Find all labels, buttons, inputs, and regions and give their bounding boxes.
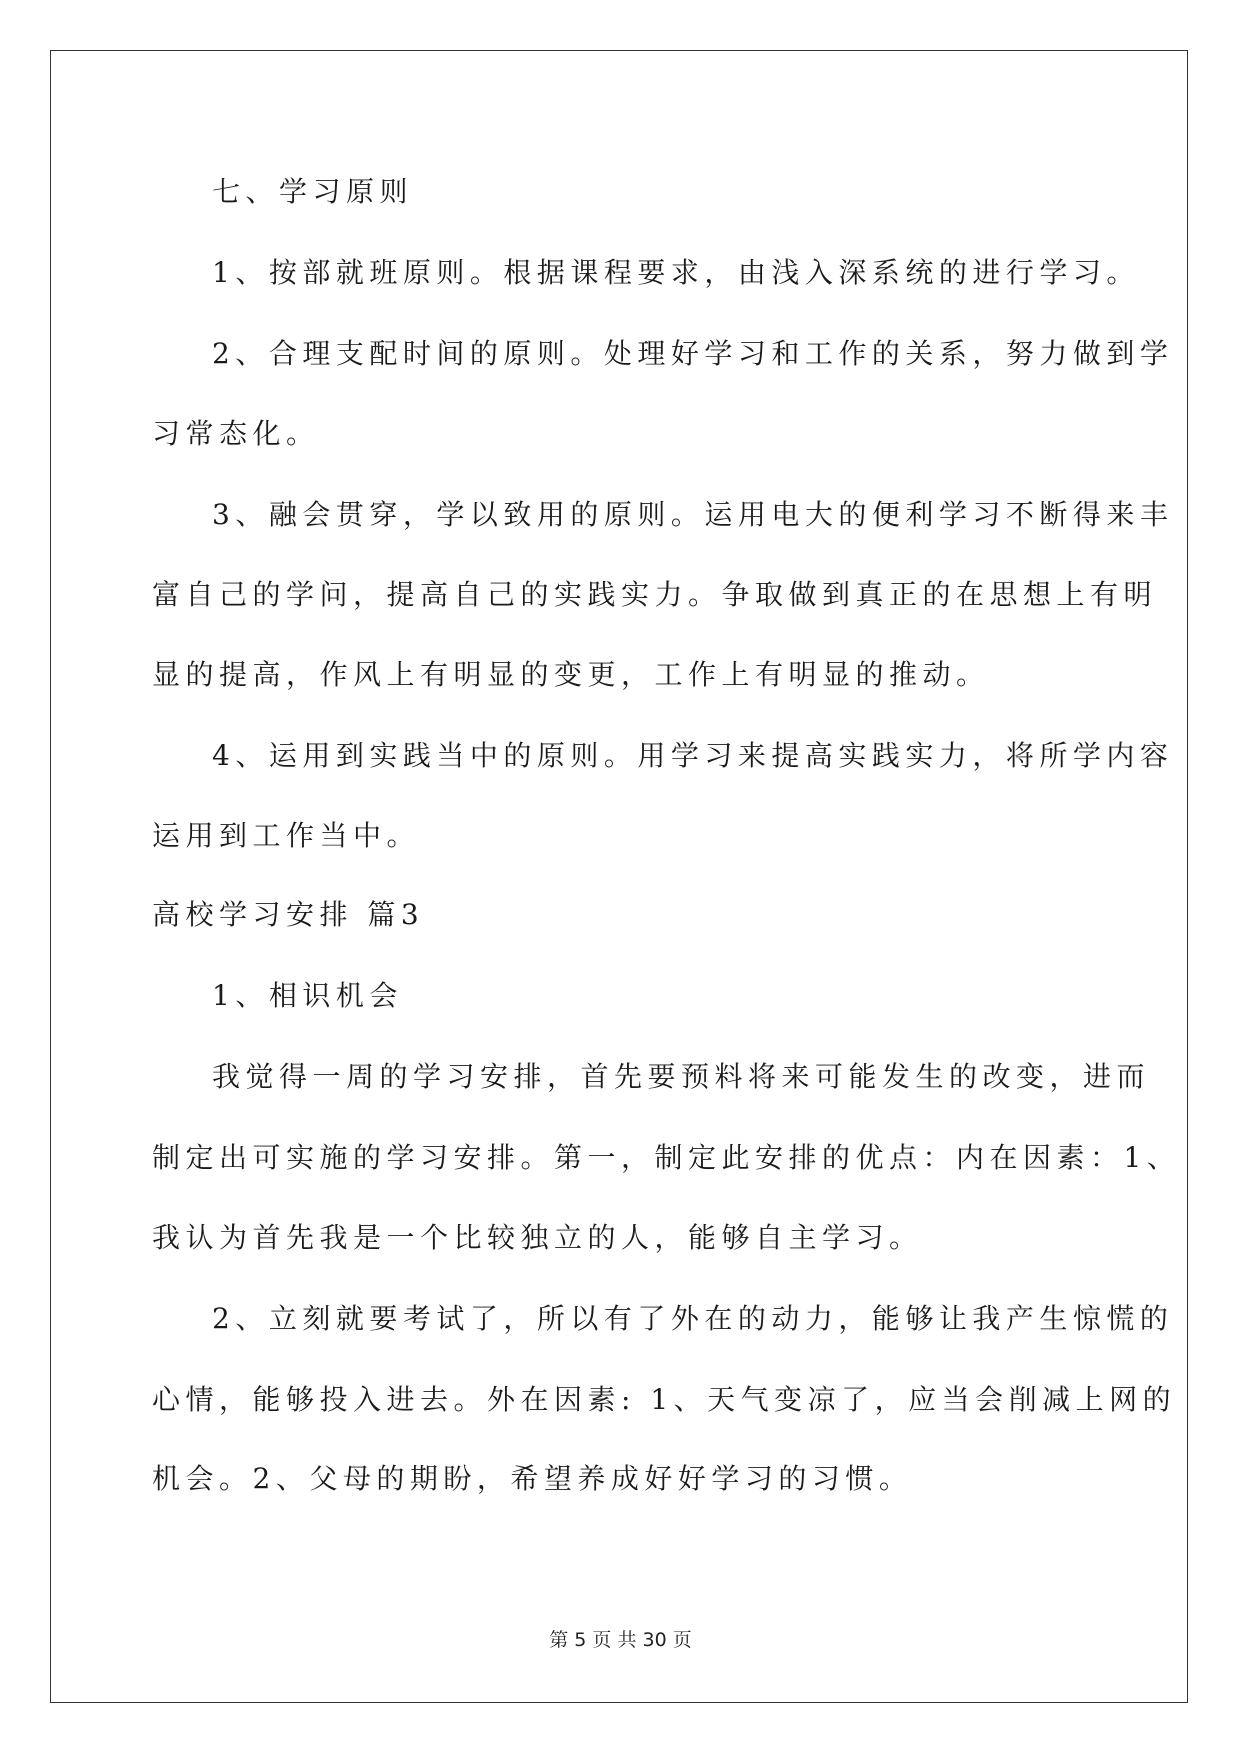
section-heading: 七、学习原则 — [212, 175, 414, 208]
paragraph-line: 2、合理支配时间的原则。处理好学习和工作的关系，努力做到学 — [212, 337, 1174, 370]
paragraph-line: 3、融会贯穿，学以致用的原则。运用电大的便利学习不断得来丰 — [212, 498, 1174, 531]
paragraph-line: 运用到工作当中。 — [152, 819, 421, 852]
paragraph-line: 4、运用到实践当中的原则。用学习来提高实践实力，将所学内容 — [212, 739, 1174, 772]
paragraph-line: 机会。2、父母的期盼，希望养成好好学习的习惯。 — [152, 1462, 913, 1495]
subsection-heading: 1、相识机会 — [212, 979, 403, 1012]
paragraph-line: 制定出可实施的学习安排。第一，制定此安排的优点：内在因素：1、 — [152, 1141, 1181, 1174]
paragraph-line: 我觉得一周的学习安排，首先要预料将来可能发生的改变，进而 — [212, 1060, 1151, 1093]
page-number: 第 5 页 共 30 页 — [549, 1629, 692, 1651]
paragraph-line: 显的提高，作风上有明显的变更，工作上有明显的推动。 — [152, 658, 990, 691]
paragraph-line: 2、立刻就要考试了，所以有了外在的动力，能够让我产生惊慌的 — [212, 1302, 1174, 1335]
paragraph-line: 1、按部就班原则。根据课程要求，由浅入深系统的进行学习。 — [212, 256, 1140, 289]
paragraph-line: 我认为首先我是一个比较独立的人，能够自主学习。 — [152, 1221, 923, 1254]
paragraph-line: 富自己的学问，提高自己的实践实力。争取做到真正的在思想上有明 — [152, 578, 1158, 611]
paragraph-line: 心情，能够投入进去。外在因素: 1、天气变凉了，应当会削减上网的 — [152, 1383, 1177, 1416]
page-border — [50, 50, 1188, 1703]
article-title: 高校学习安排 篇3 — [152, 898, 425, 931]
paragraph-line: 习常态化。 — [152, 417, 320, 450]
